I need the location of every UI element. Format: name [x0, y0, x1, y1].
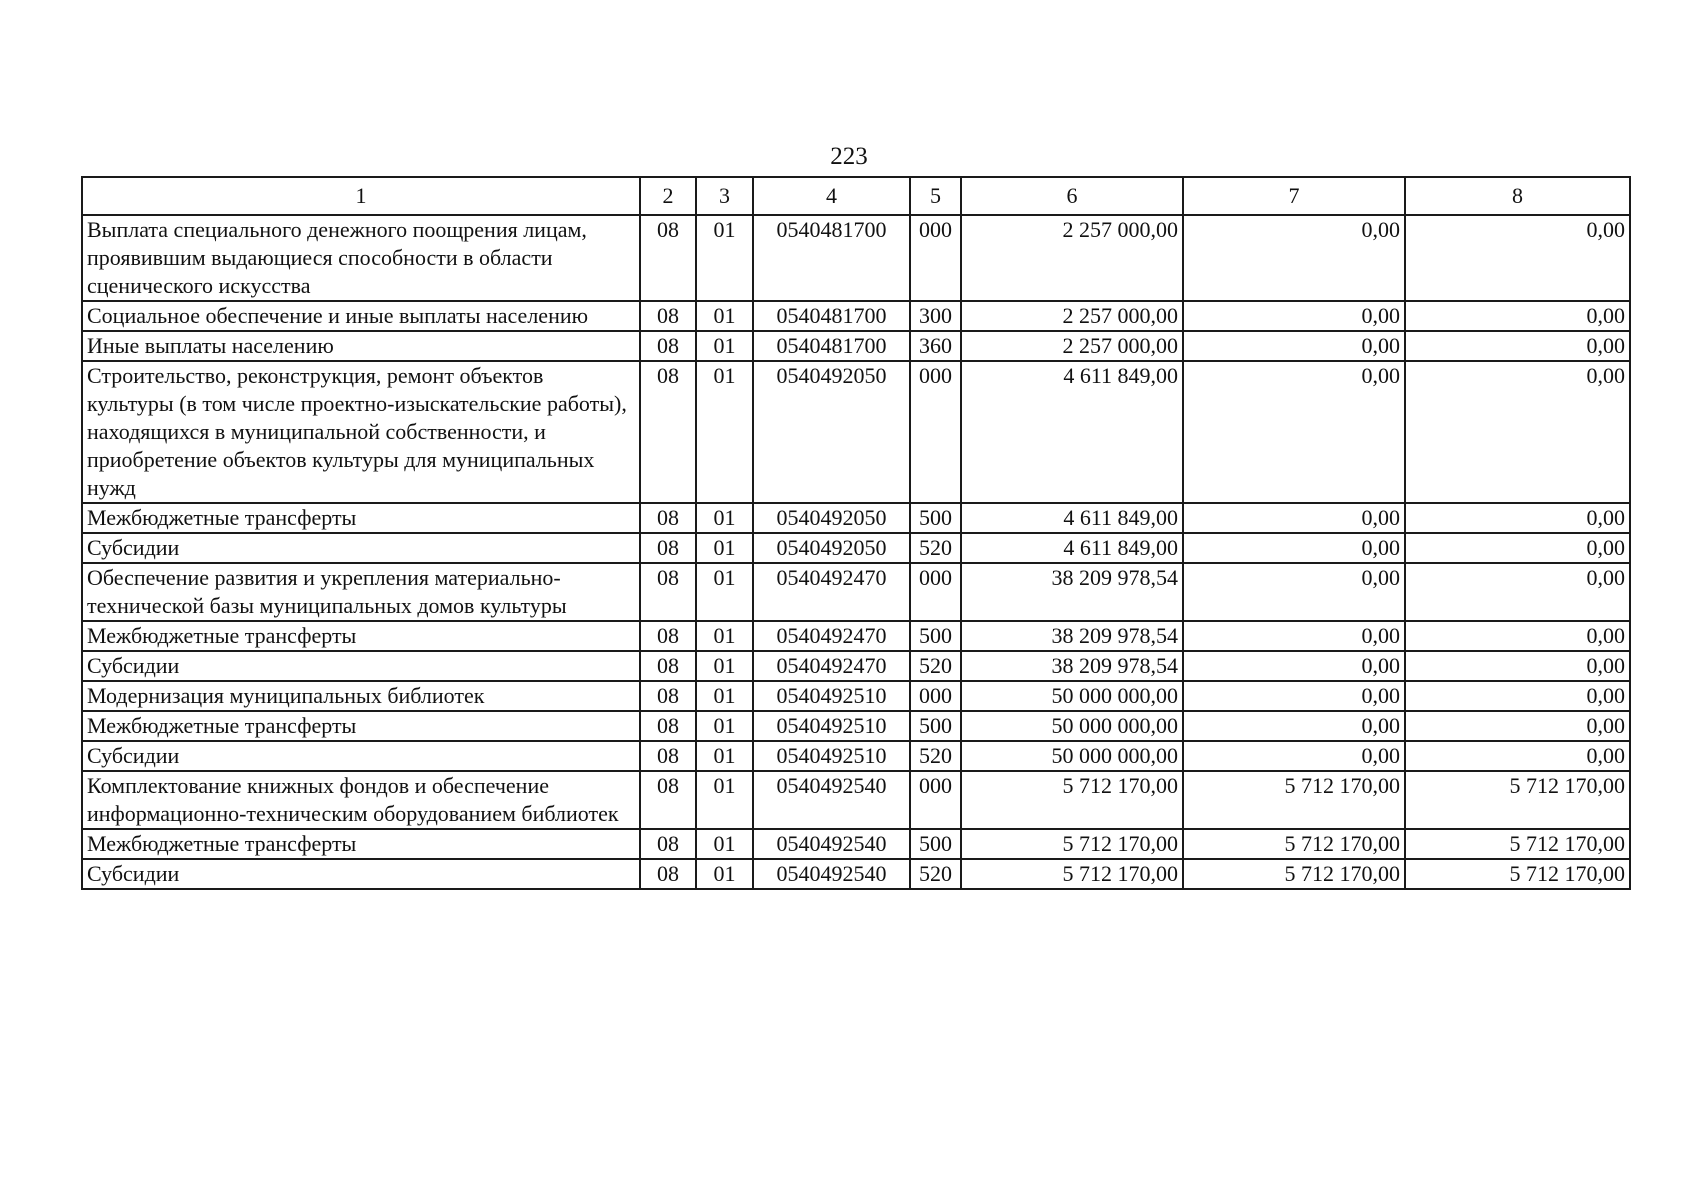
section-code: 08 — [640, 651, 696, 681]
budget-item-name: Комплектование книжных фондов и обеспечение информационно-техническим оборудованием библиотек — [82, 771, 640, 829]
subsection-code: 01 — [696, 503, 753, 533]
subsection-code: 01 — [696, 651, 753, 681]
expense-type-code: 360 — [910, 331, 961, 361]
expense-type-code: 000 — [910, 681, 961, 711]
target-article-code: 0540492510 — [753, 681, 910, 711]
table-body — [82, 215, 1630, 889]
expense-type-code: 500 — [910, 621, 961, 651]
target-article-code: 0540492510 — [753, 741, 910, 771]
subsection-code: 01 — [696, 361, 753, 503]
subsection-code: 01 — [696, 859, 753, 889]
target-article-code: 0540492050 — [753, 503, 910, 533]
section-code: 08 — [640, 621, 696, 651]
target-article-code: 0540492470 — [753, 621, 910, 651]
subsection-code: 01 — [696, 711, 753, 741]
section-code: 08 — [640, 563, 696, 621]
amount-col-8: 0,00 — [1405, 711, 1630, 741]
amount-col-7: 0,00 — [1183, 301, 1405, 331]
amount-col-8: 0,00 — [1405, 651, 1630, 681]
section-code: 08 — [640, 741, 696, 771]
target-article-code: 0540492050 — [753, 533, 910, 563]
budget-item-name: Субсидии — [82, 651, 640, 681]
section-code: 08 — [640, 533, 696, 563]
amount-col-8: 0,00 — [1405, 533, 1630, 563]
subsection-code: 01 — [696, 741, 753, 771]
target-article-code: 0540492540 — [753, 771, 910, 829]
expense-type-code: 520 — [910, 741, 961, 771]
section-code: 08 — [640, 711, 696, 741]
amount-col-6: 4 611 849,00 — [961, 533, 1183, 563]
amount-col-7: 0,00 — [1183, 503, 1405, 533]
target-article-code: 0540492540 — [753, 859, 910, 889]
subsection-code: 01 — [696, 533, 753, 563]
amount-col-7: 0,00 — [1183, 651, 1405, 681]
amount-col-8: 5 712 170,00 — [1405, 859, 1630, 889]
amount-col-7: 0,00 — [1183, 741, 1405, 771]
amount-col-6: 50 000 000,00 — [961, 741, 1183, 771]
amount-col-7: 0,00 — [1183, 563, 1405, 621]
column-header: 1 — [82, 177, 640, 215]
amount-col-8: 0,00 — [1405, 361, 1630, 503]
subsection-code: 01 — [696, 301, 753, 331]
amount-col-6: 50 000 000,00 — [961, 711, 1183, 741]
expense-type-code: 000 — [910, 215, 961, 301]
section-code: 08 — [640, 681, 696, 711]
section-code: 08 — [640, 215, 696, 301]
target-article-code: 0540481700 — [753, 215, 910, 301]
budget-table — [81, 176, 1631, 890]
budget-item-name: Межбюджетные трансферты — [82, 503, 640, 533]
column-header: 7 — [1183, 177, 1405, 215]
table-row — [82, 361, 1630, 503]
amount-col-8: 0,00 — [1405, 741, 1630, 771]
amount-col-7: 0,00 — [1183, 331, 1405, 361]
subsection-code: 01 — [696, 621, 753, 651]
section-code: 08 — [640, 859, 696, 889]
section-code: 08 — [640, 361, 696, 503]
amount-col-8: 5 712 170,00 — [1405, 771, 1630, 829]
amount-col-6: 2 257 000,00 — [961, 331, 1183, 361]
table-row — [82, 301, 1630, 331]
budget-item-name: Обеспечение развития и укрепления материально-технической базы муниципальных домов культуры — [82, 563, 640, 621]
expense-type-code: 500 — [910, 711, 961, 741]
amount-col-7: 5 712 170,00 — [1183, 859, 1405, 889]
expense-type-code: 520 — [910, 533, 961, 563]
budget-item-name: Субсидии — [82, 741, 640, 771]
table-row — [82, 215, 1630, 301]
target-article-code: 0540492510 — [753, 711, 910, 741]
section-code: 08 — [640, 301, 696, 331]
table-row — [82, 711, 1630, 741]
amount-col-7: 5 712 170,00 — [1183, 771, 1405, 829]
budget-item-name: Субсидии — [82, 859, 640, 889]
amount-col-7: 0,00 — [1183, 711, 1405, 741]
amount-col-8: 0,00 — [1405, 301, 1630, 331]
subsection-code: 01 — [696, 771, 753, 829]
amount-col-7: 0,00 — [1183, 681, 1405, 711]
column-header: 2 — [640, 177, 696, 215]
amount-col-6: 2 257 000,00 — [961, 301, 1183, 331]
column-header: 5 — [910, 177, 961, 215]
amount-col-7: 5 712 170,00 — [1183, 829, 1405, 859]
subsection-code: 01 — [696, 563, 753, 621]
table-row — [82, 533, 1630, 563]
amount-col-7: 0,00 — [1183, 621, 1405, 651]
amount-col-6: 2 257 000,00 — [961, 215, 1183, 301]
subsection-code: 01 — [696, 829, 753, 859]
budget-item-name: Субсидии — [82, 533, 640, 563]
subsection-code: 01 — [696, 331, 753, 361]
amount-col-6: 5 712 170,00 — [961, 771, 1183, 829]
amount-col-7: 0,00 — [1183, 533, 1405, 563]
target-article-code: 0540481700 — [753, 301, 910, 331]
table-row — [82, 859, 1630, 889]
target-article-code: 0540492470 — [753, 651, 910, 681]
expense-type-code: 000 — [910, 361, 961, 503]
expense-type-code: 000 — [910, 563, 961, 621]
budget-item-name: Иные выплаты населению — [82, 331, 640, 361]
table-row — [82, 829, 1630, 859]
budget-item-name: Выплата специального денежного поощрения лицам, проявившим выдающиеся способности в области сценического искусства — [82, 215, 640, 301]
amount-col-6: 38 209 978,54 — [961, 563, 1183, 621]
table-row — [82, 681, 1630, 711]
amount-col-8: 5 712 170,00 — [1405, 829, 1630, 859]
subsection-code: 01 — [696, 215, 753, 301]
amount-col-8: 0,00 — [1405, 563, 1630, 621]
amount-col-8: 0,00 — [1405, 331, 1630, 361]
expense-type-code: 500 — [910, 829, 961, 859]
target-article-code: 0540492540 — [753, 829, 910, 859]
expense-type-code: 300 — [910, 301, 961, 331]
amount-col-6: 38 209 978,54 — [961, 651, 1183, 681]
budget-item-name: Межбюджетные трансферты — [82, 621, 640, 651]
table-row — [82, 621, 1630, 651]
subsection-code: 01 — [696, 681, 753, 711]
budget-item-name: Межбюджетные трансферты — [82, 711, 640, 741]
expense-type-code: 520 — [910, 651, 961, 681]
column-header: 8 — [1405, 177, 1630, 215]
section-code: 08 — [640, 331, 696, 361]
amount-col-6: 50 000 000,00 — [961, 681, 1183, 711]
expense-type-code: 000 — [910, 771, 961, 829]
column-header: 6 — [961, 177, 1183, 215]
amount-col-8: 0,00 — [1405, 681, 1630, 711]
section-code: 08 — [640, 829, 696, 859]
target-article-code: 0540481700 — [753, 331, 910, 361]
amount-col-7: 0,00 — [1183, 361, 1405, 503]
budget-item-name: Социальное обеспечение и иные выплаты населению — [82, 301, 640, 331]
amount-col-8: 0,00 — [1405, 621, 1630, 651]
amount-col-6: 5 712 170,00 — [961, 829, 1183, 859]
amount-col-7: 0,00 — [1183, 215, 1405, 301]
amount-col-6: 4 611 849,00 — [961, 503, 1183, 533]
column-header: 4 — [753, 177, 910, 215]
table-row — [82, 503, 1630, 533]
table-row — [82, 651, 1630, 681]
column-header: 3 — [696, 177, 753, 215]
amount-col-8: 0,00 — [1405, 215, 1630, 301]
amount-col-6: 4 611 849,00 — [961, 361, 1183, 503]
budget-item-name: Модернизация муниципальных библиотек — [82, 681, 640, 711]
amount-col-6: 5 712 170,00 — [961, 859, 1183, 889]
budget-item-name: Строительство, реконструкция, ремонт объектов культуры (в том числе проектно-изыскательские работы), находящихся в муниципальной собственности, и приобретение объектов культуры для муниципальных нужд — [82, 361, 640, 503]
target-article-code: 0540492050 — [753, 361, 910, 503]
page-number: 223 — [830, 143, 868, 170]
table-row — [82, 771, 1630, 829]
section-code: 08 — [640, 771, 696, 829]
target-article-code: 0540492470 — [753, 563, 910, 621]
section-code: 08 — [640, 503, 696, 533]
expense-type-code: 500 — [910, 503, 961, 533]
table-row — [82, 331, 1630, 361]
amount-col-8: 0,00 — [1405, 503, 1630, 533]
table-row — [82, 741, 1630, 771]
header-row — [82, 177, 1630, 215]
expense-type-code: 520 — [910, 859, 961, 889]
budget-item-name: Межбюджетные трансферты — [82, 829, 640, 859]
table-row — [82, 563, 1630, 621]
amount-col-6: 38 209 978,54 — [961, 621, 1183, 651]
